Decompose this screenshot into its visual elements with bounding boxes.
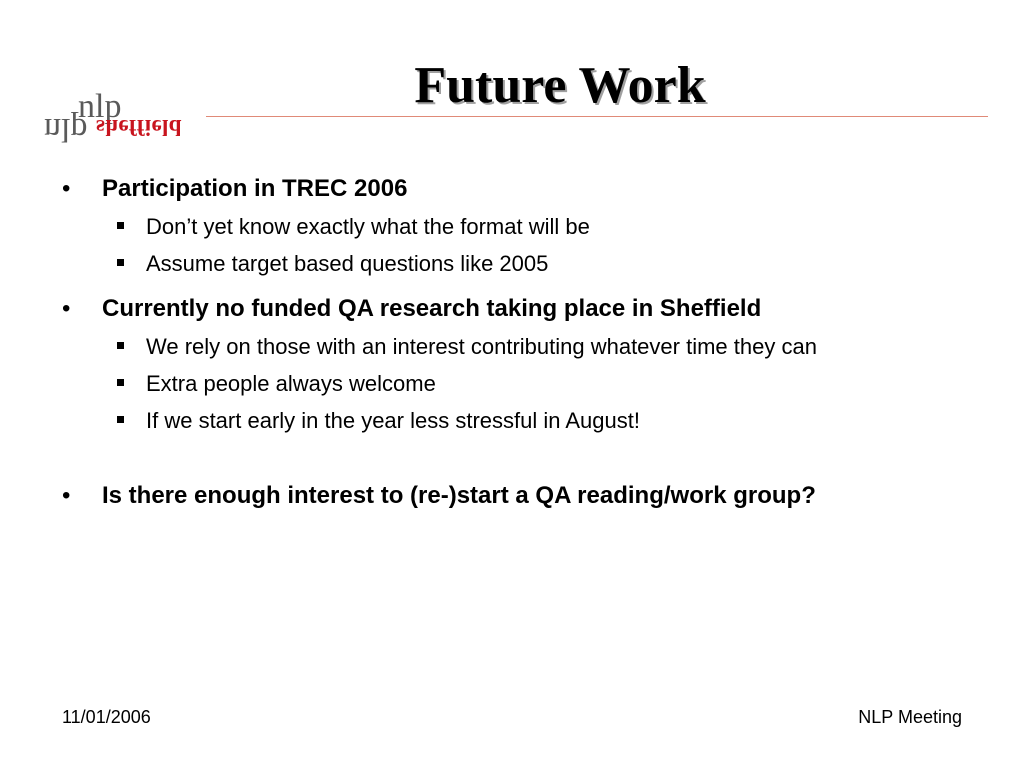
sub-bullet-item: Don’t yet know exactly what the format will be — [60, 208, 1000, 245]
logo-sheffield-text: sheffield — [96, 115, 182, 140]
logo-nlp-mirrored: nlp — [44, 111, 88, 148]
footer-date: 11/01/2006 — [62, 707, 151, 727]
sub-bullet-item: We rely on those with an interest contributing whatever time they can — [60, 328, 1000, 365]
sub-bullet-item: If we start early in the year less stressful in August! — [60, 402, 1000, 439]
footer-event-name: NLP Meeting — [858, 707, 962, 727]
sub-list — [60, 208, 1000, 282]
bullet-item: • Is there enough interest to (re-)start a QA reading/work group? — [60, 479, 1000, 513]
sub-bullet-item: Assume target based questions like 2005 — [60, 245, 1000, 282]
bullet-group-3 — [60, 479, 1000, 513]
bullet-group-2 — [60, 292, 1000, 439]
sub-bullet-item: Extra people always welcome — [60, 365, 1000, 402]
title-divider — [206, 116, 988, 117]
logo-nlp-text: nlp — [78, 88, 122, 125]
slide-title: Future Work — [414, 57, 706, 114]
bullet-group-1 — [60, 172, 1000, 282]
bullet-item: • Participation in TREC 2006 — [60, 172, 1000, 206]
slide-content — [60, 172, 1000, 519]
nlp-sheffield-logo — [42, 90, 222, 152]
bullet-item: • Currently no funded QA research taking place in Sheffield — [60, 292, 1000, 326]
sub-list — [60, 328, 1000, 439]
